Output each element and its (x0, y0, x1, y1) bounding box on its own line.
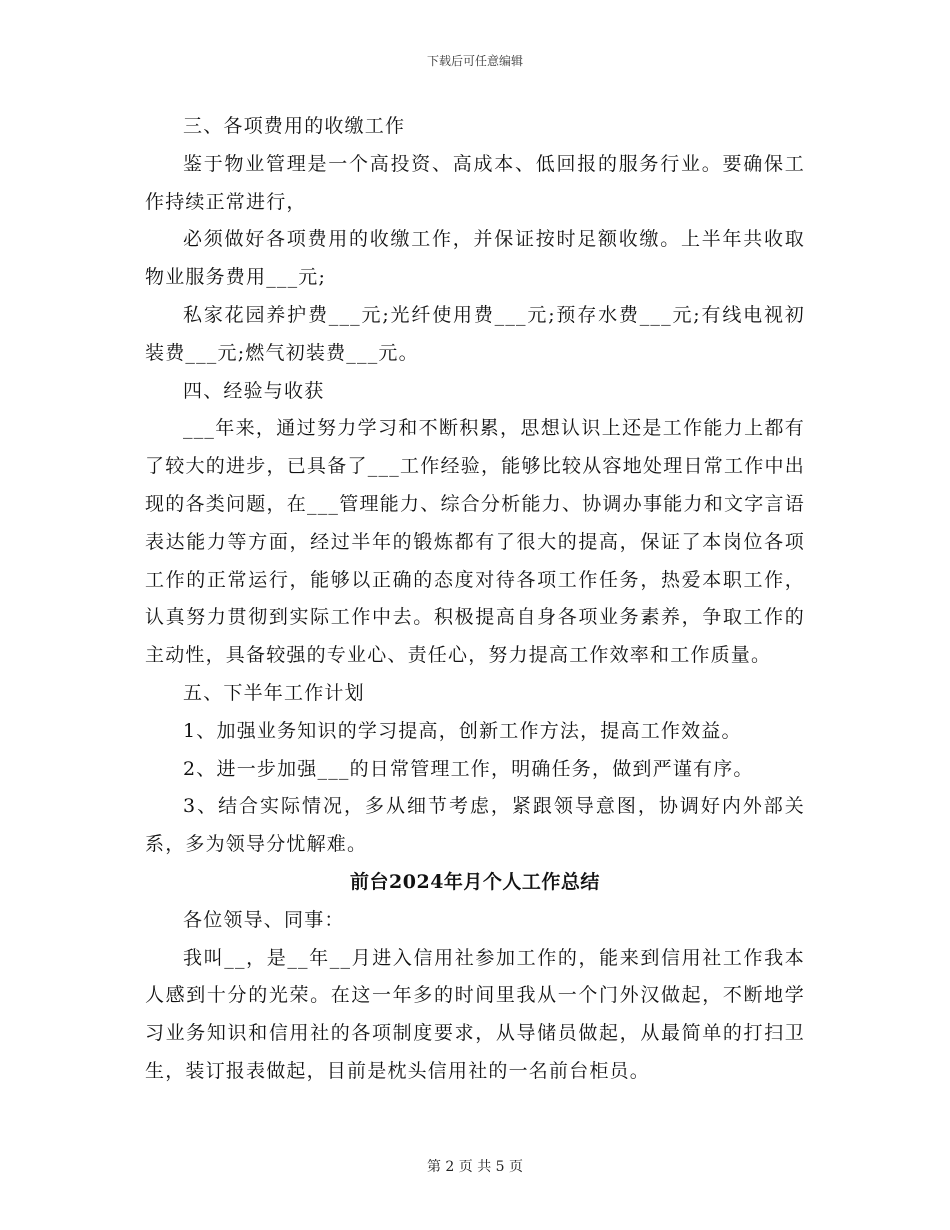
page-header: 下载后可任意编辑 (426, 54, 523, 68)
plan-item-2: 2、进一步加强___的日常管理工作，明确任务，做到严谨有序。 (183, 757, 754, 780)
document-body (145, 108, 805, 1091)
heading-plan: 五、下半年工作计划 (183, 681, 365, 704)
heading-experience: 四、经验与收获 (183, 379, 325, 402)
paragraph-intro: 我叫__，是__年__月进入信用社参加工作的，能来到信用社工作我本人感到十分的光荣。在这一年多的时间里我从一个门外汉做起，不断地学习业务知识和信用社的各项制度要求，从导储员做起，从最简单的打扫卫生，装订报表做起，目前是枕头信用社的一名前台柜员。 (145, 946, 805, 1082)
paragraph-fee-items: 私家花园养护费___元;光纤使用费___元;预存水费___元;有线电视初装费___元;燃气初装费___元。 (145, 303, 805, 364)
paragraph-fee-intro: 鉴于物业管理是一个高投资、高成本、低回报的服务行业。要确保工作持续正常进行， (145, 152, 805, 213)
page-footer: 第 2 页 共 5 页 (426, 1159, 524, 1175)
paragraph-fee-collection: 必须做好各项费用的收缴工作，并保证按时足额收缴。上半年共收取物业服务费用___元; (145, 228, 805, 289)
plan-item-1: 1、加强业务知识的学习提高，创新工作方法，提高工作效益。 (183, 719, 742, 742)
paragraph-experience: ___年来，通过努力学习和不断积累，思想认识上还是工作能力上都有了较大的进步，已具备了___工作经验，能够比较从容地处理日常工作中出现的各类问题，在___管理能力、综合分析能力、协调办事能力和文字言语表达能力等方面，经过半年的锻炼都有了很大的提高，保证了本岗位各项工作的正常运行，能够以正确的态度对待各项工作任务，热爱本职工作，认真努力贯彻到实际工作中去。积极提高自身各项业务素养，争取工作的主动性，具备较强的专业心、责任心，努力提高工作效率和工作质量。 (145, 417, 805, 667)
heading-fee-collection: 三、各项费用的收缴工作 (183, 115, 406, 137)
greeting: 各位领导、同事： (183, 908, 345, 931)
plan-item-3: 3、结合实际情况，多从细节考虑，紧跟领导意图，协调好内外部关系，多为领导分忧解难。 (145, 795, 805, 856)
section-title: 前台2024年月个人工作总结 (350, 870, 600, 893)
